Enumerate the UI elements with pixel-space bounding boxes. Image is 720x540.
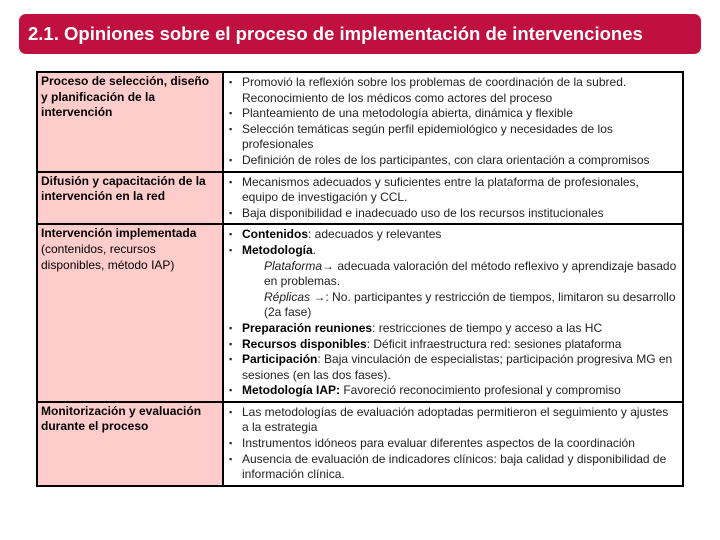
item-text: Ausencia de evaluación de indicadores clínicos: baja calidad y disponibilidad de información clínica. — [242, 451, 667, 482]
row-header-note: (contenidos, recursos disponibles, método IAP) — [41, 241, 175, 272]
list-item — [228, 290, 678, 321]
item-text: Definición de roles de los participantes, con clara orientación a compromisos — [242, 152, 650, 167]
item-label: Metodología IAP: — [242, 383, 340, 398]
row-header-title: Intervención implementada — [41, 226, 197, 241]
item-text: Favoreció reconocimiento profesional y compromiso — [340, 383, 621, 398]
table-row — [37, 72, 683, 172]
item-text: : restricciones de tiempo y acceso a las HC — [372, 320, 603, 335]
list-item — [228, 122, 678, 153]
table-row — [37, 402, 683, 486]
list-item — [228, 352, 678, 383]
list-item — [228, 337, 678, 353]
bullet-list — [228, 405, 678, 483]
list-item — [228, 175, 678, 206]
item-label: Contenidos — [242, 227, 308, 242]
item-text: Instrumentos idóneos para evaluar diferentes aspectos de la coordinación — [242, 436, 635, 451]
item-text: Las metodologías de evaluación adoptadas permitieron el seguimiento y ajustes a la estrategia — [242, 404, 669, 435]
item-text: Réplicas — [264, 289, 314, 304]
item-text: Selección temáticas según perfil epidemiológico y necesidades de los profesionales — [242, 121, 613, 152]
list-item — [228, 259, 678, 290]
item-text: Promovió la reflexión sobre los problemas de coordinación de la subred. Reconocimiento de los médicos como actores del proceso — [242, 75, 627, 105]
bullet-list — [228, 75, 678, 169]
row-content — [223, 172, 683, 225]
row-content — [223, 224, 683, 402]
list-item — [228, 75, 678, 106]
bullet-list — [228, 175, 678, 222]
item-text: Planteamiento de una metodología abierta, dinámica y flexible — [242, 106, 573, 121]
list-item — [228, 321, 678, 337]
item-text: Mecanismos adecuados y suficientes entre la plataforma de profesionales, equipo de investigación y CCL. — [242, 174, 639, 205]
list-item — [228, 206, 678, 222]
row-header-title: Proceso de selección, diseño y planificación de la intervención — [41, 74, 210, 120]
item-text: → adecuada valoración del método reflexivo y aprendizaje basado en problemas. — [264, 258, 677, 289]
table-row — [37, 172, 683, 225]
opinions-table — [36, 71, 684, 487]
list-item — [228, 452, 678, 483]
list-item — [228, 243, 678, 259]
list-item — [228, 106, 678, 122]
item-text: Plataforma — [264, 258, 323, 273]
item-text: : Déficit infraestructura red: sesiones plataforma — [366, 336, 622, 351]
item-label: Participación — [242, 352, 318, 367]
list-item — [228, 405, 678, 436]
item-text: Baja disponibilidad e inadecuado uso de los recursos institucionales — [242, 205, 604, 220]
row-header-title: Difusión y capacitación de la intervención en la red — [41, 173, 206, 204]
row-content — [223, 72, 683, 172]
bullet-list — [228, 227, 678, 399]
item-label: Recursos disponibles — [242, 336, 367, 351]
item-text: . — [312, 242, 317, 257]
list-item — [228, 383, 678, 399]
item-text: →: No. participantes y restricción de tiempos, limitaron su desarrollo (2a fase) — [264, 289, 676, 320]
item-text: : Baja vinculación de especialistas; participación progresiva MG en sesiones (en las dos fases). — [242, 352, 673, 382]
item-text: : adecuados y relevantes — [308, 227, 442, 242]
row-header — [37, 172, 223, 225]
row-header — [37, 224, 223, 402]
item-label: Metodología — [242, 242, 313, 257]
item-label: Preparación reuniones — [242, 320, 373, 335]
row-header-title: Monitorización y evaluación durante el proceso — [41, 403, 202, 434]
list-item — [228, 227, 678, 243]
row-header — [37, 402, 223, 486]
list-item — [228, 153, 678, 169]
row-header — [37, 72, 223, 172]
list-item — [228, 436, 678, 452]
slide-title: 2.1. Opiniones sobre el proceso de implementación de intervenciones — [19, 14, 701, 54]
table-row — [37, 224, 683, 402]
row-content — [223, 402, 683, 486]
